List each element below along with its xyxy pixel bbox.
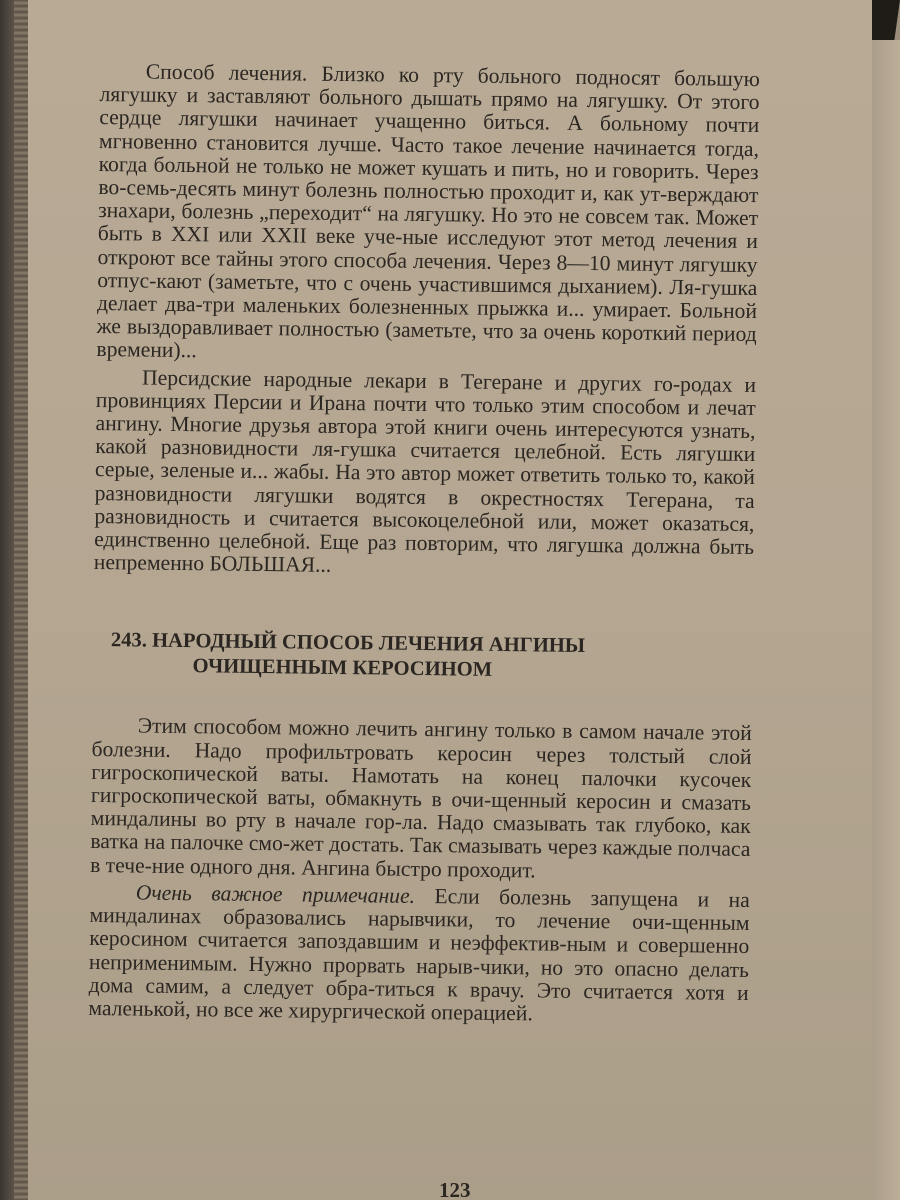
- next-page-edge: [869, 40, 900, 1200]
- page-number: 123: [439, 1178, 471, 1200]
- note-lead: Очень важное примечание.: [135, 880, 416, 908]
- paragraph-important-note: [88, 881, 750, 1028]
- section-heading-line2: ОЧИЩЕННЫМ КЕРОСИНОМ: [192, 655, 493, 682]
- page-binding-edge: [14, 0, 28, 1200]
- paragraph-persian-healers: Персидские народные лекари в Тегеране и других го-родах и провинциях Персии и Ирана почти что только этим способом и лечат ангину. Многие друзья автора этой книги очень интересуются узнать, какой разновидности ля-гушка считается целебной. Есть лягушки серые, зеленые и... жабы. На это автор может ответить только то, какой разновидности лягушки водятся в окрестностях Тегерана, та разновидность и считается высокоцелебной или, может оказаться, единственно целебной. Еще раз повторим, что лягушка должна быть непременно БОЛЬШАЯ...: [93, 365, 757, 578]
- note-text: Если болезнь запущена и на миндалинах образовались нарывчики, то лечение очи-щенным керосином считается запоздавшим и неэффектив-ным и совершенно неприменимым. Нужно прорвать нарыв-чики, но это опасно делать дома самим, а следует обра-титься к врачу. Это считается хотя и маленькой, но все же хирургической операцией.: [88, 883, 750, 1026]
- book-page: [14, 0, 872, 1200]
- paragraph-kerosene-method: Этим способом можно лечить ангину только в самом начале этой болезни. Надо профильтровать керосин через толстый слой гигроскопической ваты. Намотать на конец палочки кусочек гигроскопической ваты, обмакнуть в очи-щенный керосин и смазать миндалины во рту в начале гор-ла. Надо смазывать так глубоко, как ватка на палочке смо-жет достать. Так смазывать через каждые полчаса в тече-ние одного дня. Ангина быстро проходит.: [90, 713, 752, 883]
- section-heading-line1: 243. НАРОДНЫЙ СПОСОБ ЛЕЧЕНИЯ АНГИНЫ: [110, 629, 586, 658]
- paragraph-frog-method: Способ лечения. Близко ко рту больного подносят большую лягушку и заставляют больного дышать прямо на лягушку. От этого сердце лягушки начинает учащенно биться. А больному почти мгновенно становится лучше. Часто такое лечение начинается тогда, когда больной не только не может кушать и пить, но и говорить. Через во-семь-десять минут болезнь полностью проходит и, как ут-верждают знахари, болезнь „переходит“ на лягушку. Но это не совсем так. Может быть в XXI или XXII веке уче-ные исследуют этот метод лечения и откроют все тайны этого способа лечения. Через 8—10 минут лягушку отпус-кают (заметьте, что с очень участившимся дыханием). Ля-гушка делает два-три маленьких болезненных прыжка и... умирает. Больной же выздоравливает полностью (заметьте, что за очень короткий период времени)...: [96, 59, 760, 363]
- page-text-block: [88, 60, 760, 1028]
- section-heading: [110, 629, 753, 687]
